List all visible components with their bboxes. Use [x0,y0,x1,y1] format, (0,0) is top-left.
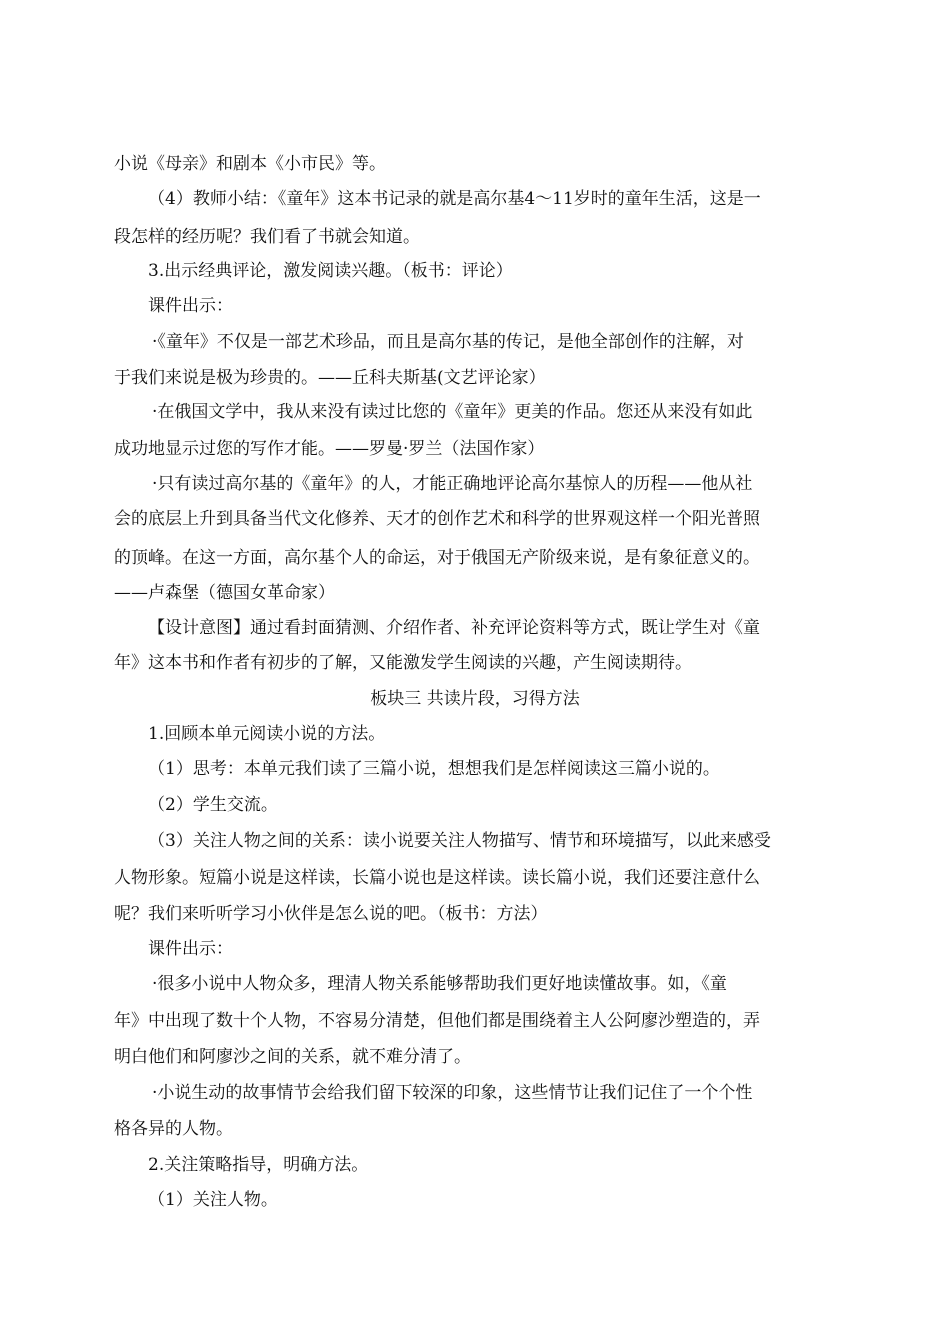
text-line: 小说《母亲》和剧本《小市民》等。 [114,154,386,174]
text-line: 明白他们和阿廖沙之间的关系，就不难分清了。 [114,1047,471,1067]
text-line: （2）学生交流。 [148,795,278,815]
text-line: 于我们来说是极为珍贵的。——丘科夫斯基(文艺评论家） [114,368,546,388]
text-line: 年》这本书和作者有初步的了解，又能激发学生阅读的兴趣，产生阅读期待。 [114,653,692,673]
text-line: ——卢森堡（德国女革命家） [114,583,335,603]
section-heading: 板块三 共读片段，习得方法 [370,689,580,709]
text-line: 成功地显示过您的写作才能。——罗曼·罗兰（法国作家） [114,439,545,459]
text-line: 课件出示： [148,939,233,959]
text-line: 年》中出现了数十个人物，不容易分清楚，但他们都是围绕着主人公阿廖沙塑造的，弄 [114,1011,760,1031]
quote-line: ·很多小说中人物众多，理清人物关系能够帮助我们更好地读懂故事。如，《童 [152,974,727,994]
text-line: 2.关注策略指导，明确方法。 [148,1155,369,1175]
quote-line: ·只有读过高尔基的《童年》的人，才能正确地评论高尔基惊人的历程——他从社 [152,474,753,494]
text-line: （3）关注人物之间的关系：读小说要关注人物描写、情节和环境描写，以此来感受 [148,831,771,851]
text-line: 1.回顾本单元阅读小说的方法。 [148,724,386,744]
design-intent-line: 【设计意图】通过看封面猜测、介绍作者、补充评论资料等方式，既让学生对《童 [148,618,760,638]
text-line: 课件出示： [148,296,233,316]
text-line: 段怎样的经历呢？我们看了书就会知道。 [114,227,420,247]
text-line: 人物形象。短篇小说是这样读，长篇小说也是这样读。读长篇小说，我们还要注意什么 [114,868,760,888]
quote-line: ·小说生动的故事情节会给我们留下较深的印象，这些情节让我们记住了一个个性 [152,1083,753,1103]
text-line: 的顶峰。在这一方面，高尔基个人的命运，对于俄国无产阶级来说，是有象征意义的。 [114,548,760,568]
text-line: （1）关注人物。 [148,1190,278,1210]
text-line: （4）教师小结：《童年》这本书记录的就是高尔基4～11岁时的童年生活，这是一 [148,189,761,209]
quote-line: ·《童年》不仅是一部艺术珍品，而且是高尔基的传记，是他全部创作的注解，对 [152,332,744,352]
text-line: 呢？我们来听听学习小伙伴是怎么说的吧。（板书：方法） [114,904,548,924]
text-line: 3.出示经典评论，激发阅读兴趣。（板书：评论） [148,261,513,281]
text-line: 会的底层上升到具备当代文化修养、天才的创作艺术和科学的世界观这样一个阳光普照 [114,509,760,529]
text-line: 格各异的人物。 [114,1119,233,1139]
quote-line: ·在俄国文学中，我从来没有读过比您的《童年》更美的作品。您还从来没有如此 [152,402,753,422]
text-line: （1）思考：本单元我们读了三篇小说，想想我们是怎样阅读这三篇小说的。 [148,759,720,779]
